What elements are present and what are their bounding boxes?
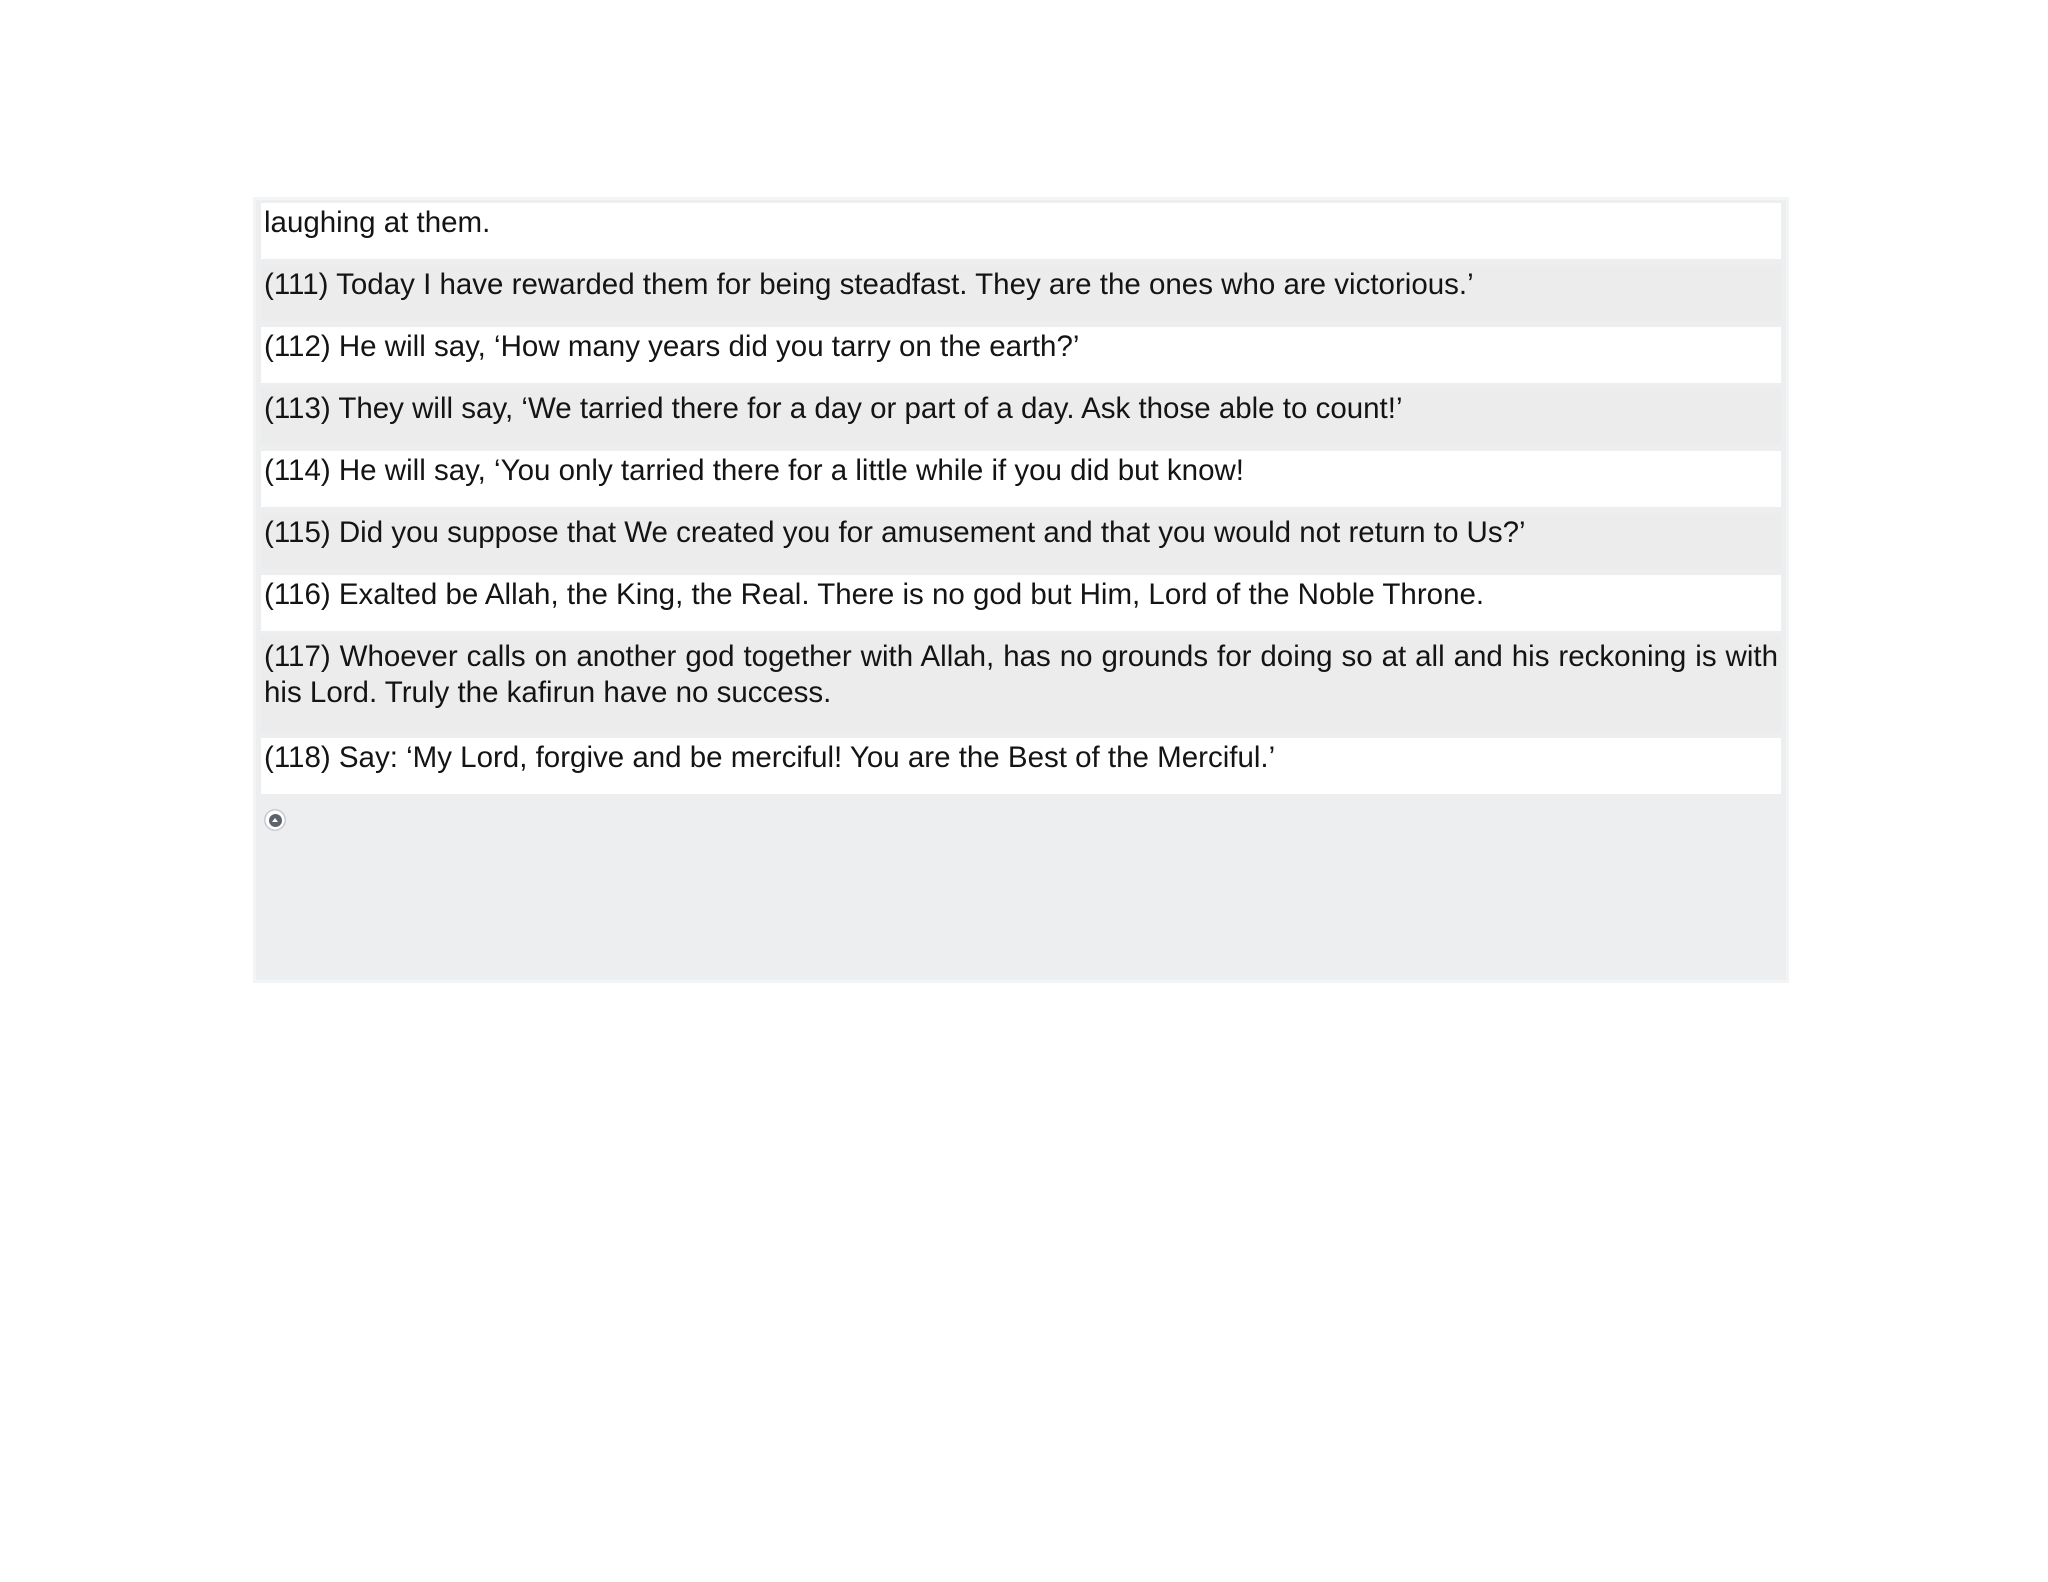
verse-text: (111) Today I have rewarded them for being steadfast. They are the ones who are victorious.’: [264, 268, 1474, 301]
verse-row-118: [261, 738, 1781, 794]
scroll-to-top-button[interactable]: [264, 809, 286, 831]
verse-text: (113) They will say, ‘We tarried there for a day or part of a day. Ask those able to count!’: [264, 392, 1403, 425]
chevron-up-circle-icon: [269, 814, 282, 827]
verse-row-115: [261, 513, 1781, 569]
verse-panel: [253, 197, 1789, 983]
verse-row-112: [261, 327, 1781, 383]
verse-row-116: [261, 575, 1781, 631]
verse-row-111: [261, 265, 1781, 321]
verse-row-113: [261, 389, 1781, 445]
verse-row-110-tail: [261, 203, 1781, 259]
verse-text: (117) Whoever calls on another god together with Allah, has no grounds for doing so at all and his reckoning is with his Lord. Truly the kafirun have no success.: [264, 640, 1778, 709]
verse-text: (116) Exalted be Allah, the King, the Real. There is no god but Him, Lord of the Noble Throne.: [264, 578, 1485, 611]
verse-text: (118) Say: ‘My Lord, forgive and be merciful! You are the Best of the Merciful.’: [264, 741, 1276, 774]
verse-text: laughing at them.: [264, 206, 491, 239]
verse-text: (114) He will say, ‘You only tarried there for a little while if you did but know!: [264, 454, 1244, 487]
verse-list: [261, 203, 1781, 800]
verse-row-114: [261, 451, 1781, 507]
verse-text: (115) Did you suppose that We created you for amusement and that you would not return to Us?’: [264, 516, 1526, 549]
verse-row-117: [261, 637, 1781, 732]
verse-text: (112) He will say, ‘How many years did you tarry on the earth?’: [264, 330, 1080, 363]
